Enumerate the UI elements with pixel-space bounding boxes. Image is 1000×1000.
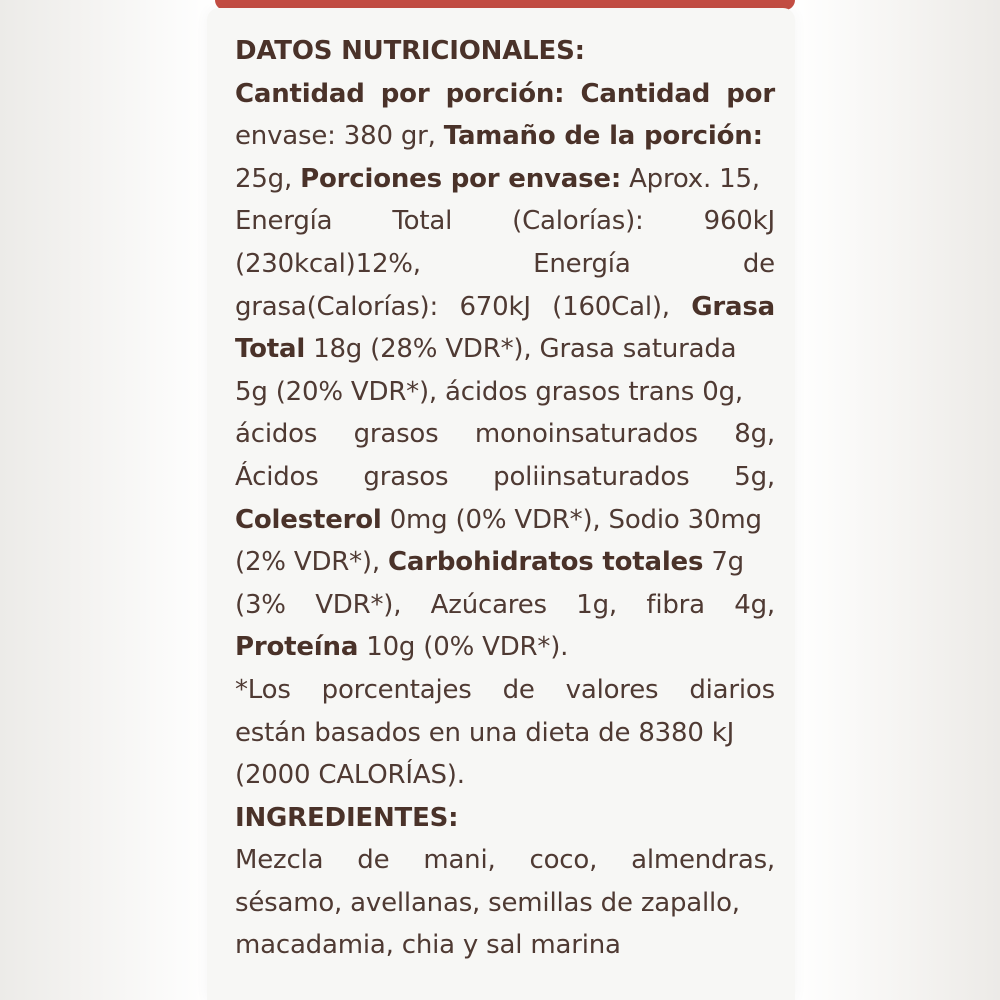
label-text-run: 18g (28% VDR*), Grasa saturada [305, 334, 737, 365]
label-word: valores [565, 674, 659, 705]
label-text-run: están basados en una dieta de 8380 kJ [235, 717, 735, 748]
ingredient-line [235, 839, 775, 882]
label-word: *Los [235, 674, 291, 705]
label-word: Mezcla [235, 845, 324, 876]
bold-term: Total [235, 334, 306, 365]
label-word: poliinsaturados [493, 461, 690, 492]
label-line-text [235, 760, 465, 790]
jar-right-edge [790, 0, 1000, 1000]
label-line-text [235, 547, 744, 577]
bold-term: Tamaño de la porción: [443, 121, 763, 152]
label-word: Grasa [691, 291, 775, 322]
label-word: grasos [353, 419, 439, 450]
label-line-text [235, 377, 743, 407]
bold-term: Colesterol [235, 504, 382, 535]
label-word: monoinsaturados [474, 419, 698, 450]
label-word: Ácidos [235, 461, 319, 492]
ingredient-line [235, 882, 775, 925]
label-word: 960kJ [703, 206, 775, 237]
label-word: 670kJ [459, 291, 531, 322]
nutrition-line [235, 328, 775, 371]
label-word: Total [392, 206, 453, 237]
label-word: VDR*), [315, 589, 402, 620]
label-word: diarios [689, 674, 775, 705]
bold-term: por [380, 78, 430, 109]
label-word: porcentajes [321, 674, 472, 705]
nutrition-line [235, 499, 775, 542]
nutrition-line [235, 371, 775, 414]
nutrition-line [235, 115, 775, 158]
label-text-run: Aprox. 15, [621, 163, 760, 194]
label-word: 1g, [576, 589, 617, 620]
label-word: (230kcal)12%, [235, 248, 421, 279]
label-line-text [235, 164, 760, 194]
nutrition-facts [235, 73, 775, 669]
nutrition-line [235, 626, 775, 669]
label-word: ácidos [235, 419, 318, 450]
label-text-run: 7g [703, 547, 744, 578]
label-word: Azúcares [430, 589, 547, 620]
label-word: (3% [235, 589, 286, 620]
ingredient-line [235, 924, 775, 967]
nutrition-line [235, 286, 775, 329]
label-word: de [502, 674, 535, 705]
nutrition-line [235, 158, 775, 201]
bold-term: Carbohidratos totales [388, 547, 704, 578]
ingredients-list [235, 839, 775, 967]
nutrition-line [235, 243, 775, 286]
label-text-run: envase: 380 gr, [235, 121, 444, 152]
bold-term: Proteína [235, 632, 359, 663]
label-text-run: 10g (0% VDR*). [358, 632, 569, 663]
label-word: Energía [235, 206, 333, 237]
label-text-run: 0mg (0% VDR*), Sodio 30mg [381, 504, 762, 535]
label-word: Energía [533, 248, 631, 279]
bold-term: Cantidad [235, 78, 365, 109]
nutrition-line [235, 413, 775, 456]
label-text-run: macadamia, chia y sal marina [235, 930, 621, 961]
daily-values-footnote [235, 669, 775, 797]
label-word: (Calorías): [512, 206, 644, 237]
bold-term: por [726, 78, 775, 109]
nutrition-title: DATOS NUTRICIONALES: [235, 36, 585, 66]
footnote-line [235, 754, 775, 797]
label-word: 4g, [734, 589, 775, 620]
label-line-text [235, 718, 734, 748]
label-text-run: sésamo, avellanas, semillas de zapallo, [235, 887, 740, 918]
bold-term: Cantidad [580, 78, 711, 109]
nutrition-line [235, 584, 775, 627]
label-line-text [235, 632, 568, 662]
bold-term: porción: [445, 78, 565, 109]
label-word: fibra [646, 589, 705, 620]
label-word: mani, [423, 845, 496, 876]
label-word: grasos [363, 461, 449, 492]
label-word: (160Cal), [552, 291, 670, 322]
footnote-line [235, 712, 775, 755]
label-line-text [235, 334, 736, 364]
label-word: 8g, [734, 419, 775, 450]
nutrition-line [235, 73, 775, 116]
label-word: almendras, [631, 845, 775, 876]
footnote-line [235, 669, 775, 712]
nutrition-line [235, 456, 775, 499]
label-word: grasa(Calorías): [235, 291, 439, 322]
label-word: 5g, [734, 461, 775, 492]
label-word: coco, [529, 845, 598, 876]
label-line-text [235, 505, 762, 535]
nutrition-line [235, 541, 775, 584]
bold-term: Porciones por envase: [300, 163, 622, 194]
label-line-text [235, 888, 740, 918]
label-word: de [357, 845, 390, 876]
label-text-run: (2000 CALORÍAS). [235, 760, 465, 791]
label-text-run: 25g, [235, 163, 301, 194]
jar-left-edge [0, 0, 215, 1000]
label-text [235, 30, 775, 967]
label-text-run: (2% VDR*), [235, 547, 389, 578]
nutrition-line [235, 200, 775, 243]
label-word: de [742, 248, 775, 279]
label-line-text [235, 121, 763, 151]
label-line-text [235, 930, 621, 960]
label-text-run: 5g (20% VDR*), ácidos grasos trans 0g, [235, 376, 743, 407]
ingredients-title: INGREDIENTES: [235, 802, 459, 833]
